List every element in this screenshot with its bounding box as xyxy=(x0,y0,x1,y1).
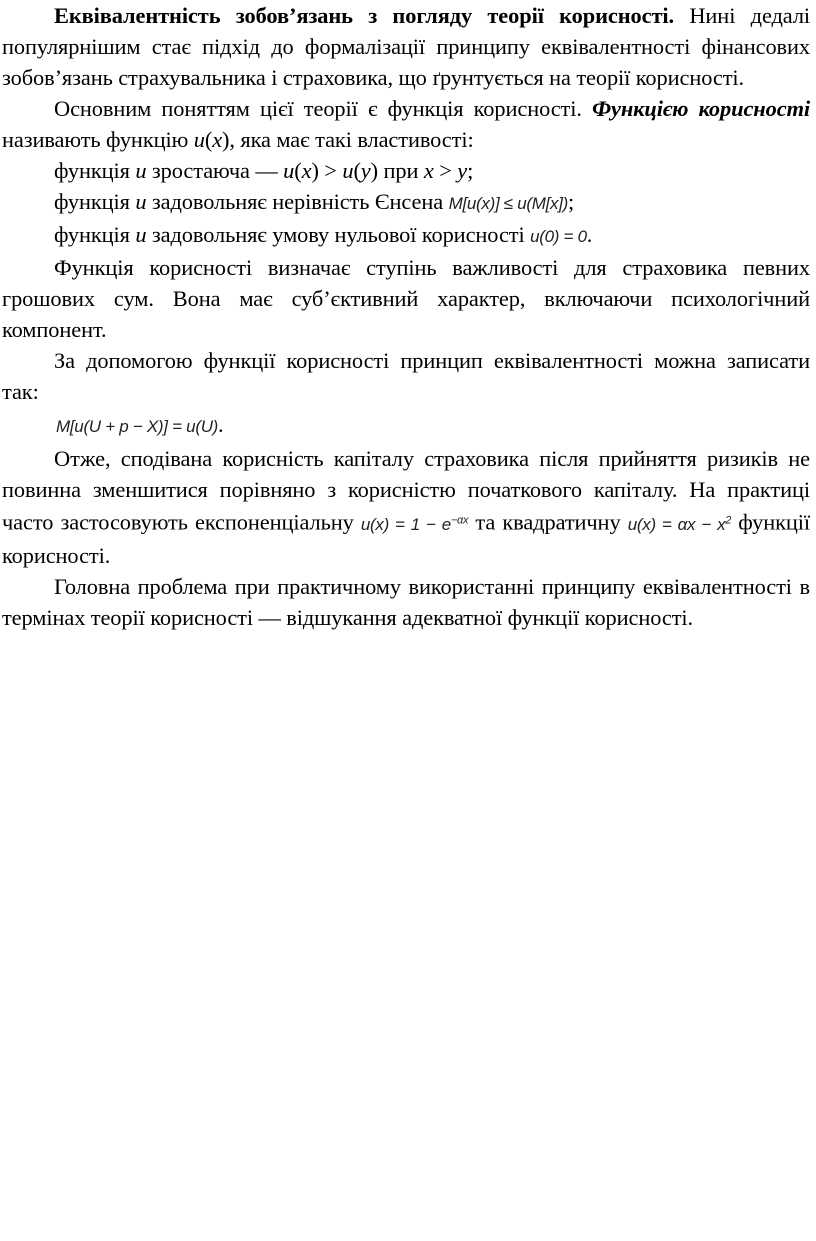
paragraph-definition: Основним поняттям цієї теорії є функція корисності. Функцією корисності називають функцію u(x), яка має такі властивості: xyxy=(2,96,811,152)
expr-u: u xyxy=(342,158,354,183)
paragraph-importance xyxy=(0,252,812,345)
exponential-formula xyxy=(361,515,468,534)
cond-y: y xyxy=(457,158,468,183)
formula-end: . xyxy=(218,412,224,437)
quadratic-formula-base: u(x) = αx − x xyxy=(627,514,726,534)
zero-utility-formula: u(0) = 0 xyxy=(530,227,587,246)
property-text: задовольняє нерівність Єнсена xyxy=(151,189,444,214)
quadratic-formula-exponent: 2 xyxy=(725,514,732,526)
cond-x: x xyxy=(423,158,434,183)
function-symbol: u xyxy=(193,127,205,152)
property-text: задовольняє умову нульової корисності xyxy=(151,222,525,247)
paragraph-principle xyxy=(0,345,812,407)
equivalence-formula-block xyxy=(0,407,812,443)
jensen-formula: M[u(x)] ≤ u(M[x]) xyxy=(448,194,569,213)
definition-end: , яка має такі властивості: xyxy=(229,127,474,152)
function-argument: x xyxy=(212,127,223,152)
property-jensen xyxy=(0,186,812,219)
section-heading: Еквівалентність зобов’язань з погляду теорії корисності. xyxy=(54,3,675,28)
conclusion-text: Отже, сподівана корисність капіталу страховика після прийняття ризиків не повинна зменшитися порівняно з корисністю початкового капіталу. На практиці часто застосовують експоненціальну xyxy=(2,446,810,535)
property-increasing: функція u зростаюча — u(x) > u(y) при x > y; xyxy=(54,158,474,183)
property-var: u xyxy=(135,189,147,214)
quadratic-formula xyxy=(628,515,731,534)
property-zero-utility xyxy=(0,219,812,252)
property-prefix: функція xyxy=(54,222,130,247)
expr-gt: > xyxy=(324,158,337,183)
property-var: u xyxy=(135,158,147,183)
expr-x: x xyxy=(301,158,312,183)
definition-lead: Основним поняттям цієї теорії є функція корисності. xyxy=(54,96,582,121)
conclusion-text-3: функції корисності. xyxy=(2,509,811,568)
paragraph-intro-text: Нині дедалі популярнішим стає підхід до формалізації принципу еквівалентності фінансових зобов’язань страхувальника і страховика, що ґрунтується на теорії корисності. xyxy=(2,3,811,90)
paragraph-conclusion xyxy=(0,443,812,571)
exponential-formula-exponent: −αx xyxy=(450,514,469,526)
property-end: ; xyxy=(568,189,575,214)
property-end: . xyxy=(586,222,593,247)
property-text: зростаюча — xyxy=(151,158,278,183)
expr-u: u xyxy=(283,158,295,183)
exponential-formula-base: u(x) = 1 − e xyxy=(360,514,451,534)
property-prefix: функція xyxy=(54,158,130,183)
expr-y: y xyxy=(360,158,371,183)
cond-gt: > xyxy=(439,158,452,183)
defined-term: Функцією корисності xyxy=(592,96,811,121)
property-prefix: функція xyxy=(54,189,130,214)
property-var: u xyxy=(135,222,147,247)
paragraph-problem-text: Головна проблема при практичному використанні принципу еквівалентності в термінах теорії корисності — відшукання адекватної функції корисності. xyxy=(2,573,810,630)
conclusion-text-2: та квадратичну xyxy=(475,509,621,535)
condition-word: при xyxy=(383,158,419,183)
definition-text: називають функцію xyxy=(2,127,189,152)
paragraph-intro xyxy=(0,0,812,93)
paragraph-problem xyxy=(0,571,812,633)
equivalence-formula: M[u(U + p − X)] = u(U) xyxy=(56,417,219,436)
paragraph-importance-text: Функція корисності визначає ступінь важливості для страховика певних грошових сум. Вона має суб’єктивний характер, включаючи психологічний компонент. xyxy=(2,255,810,342)
paragraph-principle-text: За допомогою функції корисності принцип еквівалентності можна записати так: xyxy=(2,348,810,404)
property-end: ; xyxy=(467,158,474,183)
